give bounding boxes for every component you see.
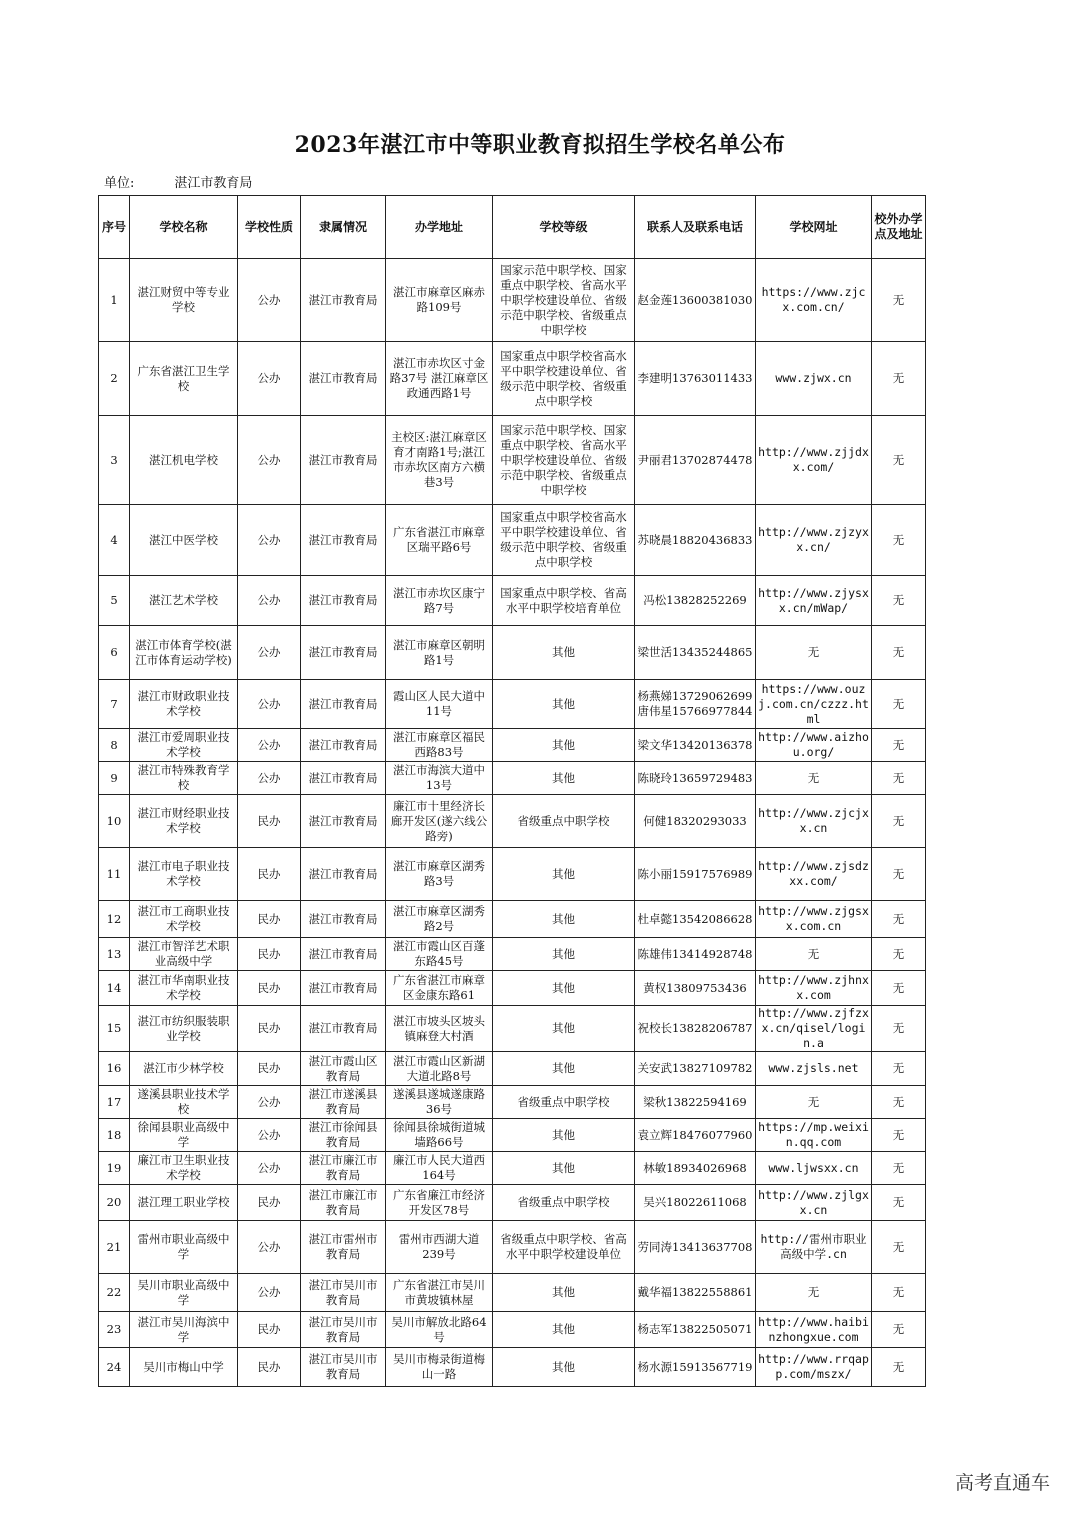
cell-website[interactable]: https://www.zjcx.com.cn/	[756, 259, 872, 342]
cell-website[interactable]: www.ljwsxx.cn	[756, 1152, 872, 1185]
cell-website[interactable]: http://雷州市职业高级中学.cn	[756, 1221, 872, 1274]
cell-affiliation: 湛江市教育局	[301, 795, 386, 848]
cell-no: 11	[99, 848, 130, 901]
cell-branch: 无	[872, 1348, 926, 1387]
cell-contact: 杨志军13822505071	[635, 1312, 756, 1348]
cell-no: 21	[99, 1221, 130, 1274]
cell-branch: 无	[872, 938, 926, 971]
cell-nature: 公办	[238, 416, 301, 505]
table-row	[99, 680, 926, 729]
table-row	[99, 1348, 926, 1387]
cell-contact: 祝校长13828206787	[635, 1006, 756, 1052]
header-level: 学校等级	[493, 196, 635, 259]
cell-nature: 民办	[238, 938, 301, 971]
cell-affiliation: 湛江市教育局	[301, 971, 386, 1006]
cell-level: 其他	[493, 1006, 635, 1052]
cell-no: 10	[99, 795, 130, 848]
cell-address: 湛江市麻章区福民西路83号	[386, 729, 493, 762]
cell-branch: 无	[872, 1312, 926, 1348]
cell-no: 22	[99, 1274, 130, 1312]
cell-branch: 无	[872, 505, 926, 576]
table-header-row	[99, 196, 926, 259]
table-row	[99, 505, 926, 576]
cell-branch: 无	[872, 1006, 926, 1052]
cell-affiliation: 湛江市吴川市教育局	[301, 1274, 386, 1312]
cell-affiliation: 湛江市廉江市教育局	[301, 1185, 386, 1221]
cell-school-name: 湛江市智洋艺术职业高级中学	[130, 938, 238, 971]
cell-website[interactable]: http://www.zjlgxx.cn	[756, 1185, 872, 1221]
cell-affiliation: 湛江市教育局	[301, 848, 386, 901]
cell-address: 徐闻县徐城街道城墙路66号	[386, 1119, 493, 1152]
cell-school-name: 广东省湛江卫生学校	[130, 342, 238, 416]
cell-level: 其他	[493, 1348, 635, 1387]
cell-affiliation: 湛江市教育局	[301, 259, 386, 342]
cell-contact: 杜卓懿13542086628	[635, 901, 756, 938]
cell-address: 湛江市麻章区湖秀路2号	[386, 901, 493, 938]
cell-address: 湛江市霞山区百蓬东路45号	[386, 938, 493, 971]
cell-affiliation: 湛江市教育局	[301, 938, 386, 971]
cell-contact: 梁世活13435244865	[635, 626, 756, 680]
cell-nature: 公办	[238, 1152, 301, 1185]
cell-website: 无	[756, 762, 872, 795]
cell-school-name: 湛江市爱周职业技术学校	[130, 729, 238, 762]
table-row	[99, 626, 926, 680]
table-row	[99, 576, 926, 626]
cell-nature: 公办	[238, 342, 301, 416]
cell-no: 2	[99, 342, 130, 416]
cell-website[interactable]: http://www.aizhou.org/	[756, 729, 872, 762]
cell-level: 省级重点中职学校	[493, 795, 635, 848]
cell-website[interactable]: http://www.zjhnxx.com	[756, 971, 872, 1006]
table-row	[99, 1312, 926, 1348]
header-address: 办学地址	[386, 196, 493, 259]
cell-contact: 戴华福13822558861	[635, 1274, 756, 1312]
table-row	[99, 259, 926, 342]
cell-branch: 无	[872, 1152, 926, 1185]
cell-level: 省级重点中职学校、省高水平中职学校建设单位	[493, 1221, 635, 1274]
cell-level: 省级重点中职学校	[493, 1185, 635, 1221]
cell-address: 湛江市海滨大道中13号	[386, 762, 493, 795]
cell-affiliation: 湛江市教育局	[301, 1006, 386, 1052]
cell-branch: 无	[872, 901, 926, 938]
cell-branch: 无	[872, 1185, 926, 1221]
cell-website[interactable]: www.zjwx.cn	[756, 342, 872, 416]
cell-school-name: 廉江市卫生职业技术学校	[130, 1152, 238, 1185]
cell-school-name: 湛江市少林学校	[130, 1052, 238, 1086]
cell-school-name: 湛江市体育学校(湛江市体育运动学校)	[130, 626, 238, 680]
cell-level: 其他	[493, 1119, 635, 1152]
cell-website: 无	[756, 1086, 872, 1119]
cell-branch: 无	[872, 795, 926, 848]
cell-website[interactable]: www.zjsls.net	[756, 1052, 872, 1086]
page-title: 2023年湛江市中等职业教育拟招生学校名单公布	[294, 132, 786, 158]
cell-affiliation: 湛江市廉江市教育局	[301, 1152, 386, 1185]
cell-school-name: 雷州市职业高级中学	[130, 1221, 238, 1274]
cell-affiliation: 湛江市徐闻县教育局	[301, 1119, 386, 1152]
cell-contact: 吴兴18022611068	[635, 1185, 756, 1221]
cell-no: 9	[99, 762, 130, 795]
cell-contact: 赵金莲13600381030	[635, 259, 756, 342]
cell-nature: 民办	[238, 971, 301, 1006]
cell-address: 湛江市麻章区湖秀路3号	[386, 848, 493, 901]
cell-no: 18	[99, 1119, 130, 1152]
cell-branch: 无	[872, 729, 926, 762]
cell-contact: 关安武13827109782	[635, 1052, 756, 1086]
cell-website: 无	[756, 626, 872, 680]
cell-nature: 公办	[238, 1119, 301, 1152]
cell-no: 12	[99, 901, 130, 938]
cell-website[interactable]: http://www.zjzyxx.cn/	[756, 505, 872, 576]
cell-no: 1	[99, 259, 130, 342]
cell-contact: 陈晓玲13659729483	[635, 762, 756, 795]
cell-no: 7	[99, 680, 130, 729]
cell-contact: 梁文华13420136378	[635, 729, 756, 762]
cell-branch: 无	[872, 1274, 926, 1312]
cell-no: 24	[99, 1348, 130, 1387]
table-row	[99, 1185, 926, 1221]
cell-school-name: 吴川市梅山中学	[130, 1348, 238, 1387]
cell-contact: 袁立辉18476077960	[635, 1119, 756, 1152]
cell-contact: 梁秋13822594169	[635, 1086, 756, 1119]
cell-affiliation: 湛江市教育局	[301, 729, 386, 762]
cell-contact: 陈小丽15917576989	[635, 848, 756, 901]
table-row	[99, 1221, 926, 1274]
cell-website[interactable]: http://www.zjysxx.cn/mWap/	[756, 576, 872, 626]
cell-branch: 无	[872, 1221, 926, 1274]
cell-nature: 民办	[238, 795, 301, 848]
cell-address: 遂溪县遂城遂康路36号	[386, 1086, 493, 1119]
cell-address: 湛江市赤坎区寸金路37号 湛江麻章区政通西路1号	[386, 342, 493, 416]
cell-branch: 无	[872, 416, 926, 505]
cell-address: 雷州市西湖大道239号	[386, 1221, 493, 1274]
cell-level: 其他	[493, 1052, 635, 1086]
cell-level: 其他	[493, 848, 635, 901]
cell-school-name: 湛江艺术学校	[130, 576, 238, 626]
cell-school-name: 湛江市特殊教育学校	[130, 762, 238, 795]
cell-contact: 杨水源15913567719	[635, 1348, 756, 1387]
table-row	[99, 1274, 926, 1312]
cell-address: 广东省湛江市吴川市黄坡镇林屋	[386, 1274, 493, 1312]
cell-no: 23	[99, 1312, 130, 1348]
cell-no: 14	[99, 971, 130, 1006]
cell-nature: 公办	[238, 259, 301, 342]
cell-branch: 无	[872, 971, 926, 1006]
cell-contact: 尹丽君13702874478	[635, 416, 756, 505]
cell-no: 4	[99, 505, 130, 576]
cell-website[interactable]: http://www.zjsdzxx.com/	[756, 848, 872, 901]
cell-no: 5	[99, 576, 130, 626]
cell-contact: 劳同涛13413637708	[635, 1221, 756, 1274]
cell-level: 其他	[493, 680, 635, 729]
watermark-text: 高考直通车	[954, 1472, 1050, 1494]
table-row	[99, 729, 926, 762]
cell-website: 无	[756, 938, 872, 971]
cell-branch: 无	[872, 342, 926, 416]
cell-website[interactable]: http://www.haibinzhongxue.com	[756, 1312, 872, 1348]
cell-address: 湛江市赤坎区康宁路7号	[386, 576, 493, 626]
cell-affiliation: 湛江市雷州市教育局	[301, 1221, 386, 1274]
cell-affiliation: 湛江市吴川市教育局	[301, 1348, 386, 1387]
header-name: 学校名称	[130, 196, 238, 259]
cell-branch: 无	[872, 259, 926, 342]
school-table	[98, 195, 926, 1387]
cell-affiliation: 湛江市教育局	[301, 901, 386, 938]
cell-website[interactable]: http://www.zjgsxx.com.cn	[756, 901, 872, 938]
cell-branch: 无	[872, 1052, 926, 1086]
table-row	[99, 901, 926, 938]
cell-school-name: 吴川市职业高级中学	[130, 1274, 238, 1312]
cell-affiliation: 湛江市教育局	[301, 576, 386, 626]
cell-level: 国家示范中职学校、国家重点中职学校、省高水平中职学校建设单位、省级示范中职学校、省级重点中职学校	[493, 259, 635, 342]
cell-branch: 无	[872, 1119, 926, 1152]
cell-address: 湛江市霞山区新湖大道北路8号	[386, 1052, 493, 1086]
cell-address: 廉江市人民大道西164号	[386, 1152, 493, 1185]
cell-no: 8	[99, 729, 130, 762]
cell-level: 其他	[493, 626, 635, 680]
cell-contact: 苏晓晨18820436833	[635, 505, 756, 576]
table-row	[99, 795, 926, 848]
cell-level: 其他	[493, 729, 635, 762]
cell-contact: 杨燕娣13729062699 唐伟星15766977844	[635, 680, 756, 729]
cell-address: 广东省湛江市麻章区瑞平路6号	[386, 505, 493, 576]
cell-nature: 民办	[238, 848, 301, 901]
cell-branch: 无	[872, 576, 926, 626]
table-body	[99, 259, 926, 1387]
cell-address: 湛江市麻章区朝明路1号	[386, 626, 493, 680]
cell-affiliation: 湛江市霞山区教育局	[301, 1052, 386, 1086]
cell-school-name: 湛江机电学校	[130, 416, 238, 505]
cell-branch: 无	[872, 680, 926, 729]
cell-no: 15	[99, 1006, 130, 1052]
cell-website: 无	[756, 1274, 872, 1312]
cell-affiliation: 湛江市教育局	[301, 416, 386, 505]
cell-address: 霞山区人民大道中11号	[386, 680, 493, 729]
header-nature: 学校性质	[238, 196, 301, 259]
cell-website[interactable]: https://mp.weixin.qq.com	[756, 1119, 872, 1152]
cell-no: 19	[99, 1152, 130, 1185]
cell-affiliation: 湛江市教育局	[301, 762, 386, 795]
cell-website[interactable]: http://www.zjfzxx.cn/qisel/login.a	[756, 1006, 872, 1052]
cell-address: 湛江市麻章区麻赤路109号	[386, 259, 493, 342]
cell-school-name: 湛江市财经职业技术学校	[130, 795, 238, 848]
cell-school-name: 湛江市电子职业技术学校	[130, 848, 238, 901]
table-row	[99, 1006, 926, 1052]
table-row	[99, 762, 926, 795]
cell-affiliation: 湛江市教育局	[301, 626, 386, 680]
header-branch: 校外办学点及地址	[872, 196, 926, 259]
cell-nature: 公办	[238, 1274, 301, 1312]
cell-school-name: 湛江市财政职业技术学校	[130, 680, 238, 729]
cell-address: 吴川市梅录街道梅山一路	[386, 1348, 493, 1387]
cell-address: 湛江市坡头区坡头镇麻登大村酒	[386, 1006, 493, 1052]
table-row	[99, 938, 926, 971]
table-row	[99, 848, 926, 901]
table-row	[99, 1086, 926, 1119]
header-website: 学校网址	[756, 196, 872, 259]
cell-no: 13	[99, 938, 130, 971]
header-affiliation: 隶属情况	[301, 196, 386, 259]
cell-level: 国家重点中职学校、省高水平中职学校培育单位	[493, 576, 635, 626]
cell-nature: 公办	[238, 762, 301, 795]
cell-level: 国家重点中职学校省高水平中职学校建设单位、省级示范中职学校、省级重点中职学校	[493, 342, 635, 416]
cell-nature: 公办	[238, 576, 301, 626]
cell-no: 3	[99, 416, 130, 505]
cell-no: 20	[99, 1185, 130, 1221]
table-row	[99, 342, 926, 416]
unit-label: 单位:	[104, 176, 135, 191]
cell-school-name: 湛江市吴川海滨中学	[130, 1312, 238, 1348]
cell-school-name: 湛江中医学校	[130, 505, 238, 576]
cell-level: 其他	[493, 971, 635, 1006]
cell-affiliation: 湛江市教育局	[301, 342, 386, 416]
cell-school-name: 湛江市工商职业技术学校	[130, 901, 238, 938]
cell-website[interactable]: https://www.ouzj.com.cn/czzz.html	[756, 680, 872, 729]
cell-affiliation: 湛江市教育局	[301, 680, 386, 729]
cell-website[interactable]: http://www.rrqapp.com/mszx/	[756, 1348, 872, 1387]
cell-no: 6	[99, 626, 130, 680]
cell-branch: 无	[872, 1086, 926, 1119]
cell-address: 广东省廉江市经济开发区78号	[386, 1185, 493, 1221]
cell-branch: 无	[872, 848, 926, 901]
cell-nature: 民办	[238, 1312, 301, 1348]
cell-nature: 民办	[238, 1052, 301, 1086]
cell-branch: 无	[872, 626, 926, 680]
cell-nature: 民办	[238, 1185, 301, 1221]
cell-nature: 公办	[238, 680, 301, 729]
cell-address: 吴川市解放北路64号	[386, 1312, 493, 1348]
header-contact: 联系人及联系电话	[635, 196, 756, 259]
table-row	[99, 416, 926, 505]
cell-level: 其他	[493, 1312, 635, 1348]
cell-contact: 黄权13809753436	[635, 971, 756, 1006]
cell-no: 16	[99, 1052, 130, 1086]
cell-nature: 民办	[238, 901, 301, 938]
cell-address: 主校区:湛江麻章区育才南路1号;湛江市赤坎区南方六横巷3号	[386, 416, 493, 505]
cell-school-name: 徐闻县职业高级中学	[130, 1119, 238, 1152]
cell-address: 广东省湛江市麻章区金康东路61	[386, 971, 493, 1006]
cell-nature: 公办	[238, 729, 301, 762]
cell-branch: 无	[872, 762, 926, 795]
cell-affiliation: 湛江市遂溪县教育局	[301, 1086, 386, 1119]
cell-contact: 冯松13828252269	[635, 576, 756, 626]
table-row	[99, 1152, 926, 1185]
cell-school-name: 湛江市华南职业技术学校	[130, 971, 238, 1006]
cell-level: 其他	[493, 938, 635, 971]
cell-level: 其他	[493, 901, 635, 938]
table-row	[99, 971, 926, 1006]
cell-school-name: 湛江市纺织服装职业学校	[130, 1006, 238, 1052]
cell-level: 其他	[493, 762, 635, 795]
cell-nature: 公办	[238, 626, 301, 680]
cell-nature: 公办	[238, 1221, 301, 1274]
unit-value: 湛江市教育局	[174, 176, 253, 191]
unit-line	[104, 172, 252, 191]
cell-school-name: 遂溪县职业技术学校	[130, 1086, 238, 1119]
cell-level: 国家重点中职学校省高水平中职学校建设单位、省级示范中职学校、省级重点中职学校	[493, 505, 635, 576]
cell-contact: 林敏18934026968	[635, 1152, 756, 1185]
cell-level: 国家示范中职学校、国家重点中职学校、省高水平中职学校建设单位、省级示范中职学校、省级重点中职学校	[493, 416, 635, 505]
cell-contact: 李建明13763011433	[635, 342, 756, 416]
cell-contact: 陈雄伟13414928748	[635, 938, 756, 971]
cell-nature: 民办	[238, 1348, 301, 1387]
cell-nature: 民办	[238, 1006, 301, 1052]
table-row	[99, 1119, 926, 1152]
cell-nature: 公办	[238, 505, 301, 576]
cell-website[interactable]: http://www.zjjdxx.com/	[756, 416, 872, 505]
header-no: 序号	[99, 196, 130, 259]
cell-affiliation: 湛江市吴川市教育局	[301, 1312, 386, 1348]
cell-school-name: 湛江理工职业学校	[130, 1185, 238, 1221]
table-row	[99, 1052, 926, 1086]
cell-affiliation: 湛江市教育局	[301, 505, 386, 576]
cell-address: 廉江市十里经济长廊开发区(遂六线公路旁)	[386, 795, 493, 848]
cell-level: 省级重点中职学校	[493, 1086, 635, 1119]
cell-no: 17	[99, 1086, 130, 1119]
cell-nature: 公办	[238, 1086, 301, 1119]
cell-level: 其他	[493, 1274, 635, 1312]
cell-level: 其他	[493, 1152, 635, 1185]
cell-school-name: 湛江财贸中等专业学校	[130, 259, 238, 342]
cell-website[interactable]: http://www.zjcjxx.cn	[756, 795, 872, 848]
cell-contact: 何健18320293033	[635, 795, 756, 848]
